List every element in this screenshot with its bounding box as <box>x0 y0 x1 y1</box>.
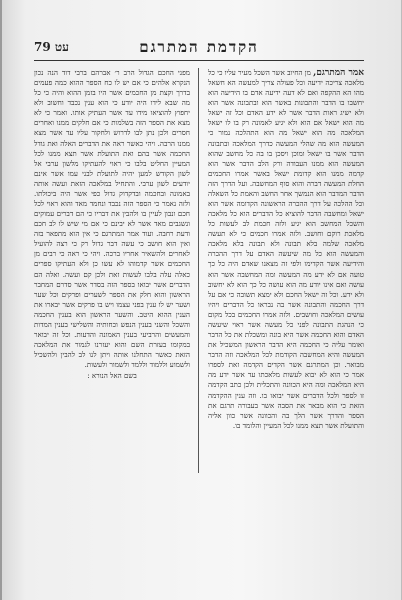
right-column-paragraph <box>208 68 364 431</box>
page-title: הקדמת המתרגם <box>139 38 259 56</box>
right-column <box>208 68 364 478</box>
opening-words: אמר המתרגם, <box>313 68 364 78</box>
closing-line: בשם האל הנורא : <box>87 371 137 381</box>
right-column-text: מן החיוב אשר השכל מעיר עליו כי כל מלאכה צריכה ידיעה וכל פעולה צריך למעשה הא חשאל מהו הא ההקפה ואם לא דעה ידיעה אדם בו הידיעה הוא יחשבו בו הדבר והתבונות באשר הוא ובתבונה אשר הוא ולא ישיג ראות הדבר אשר לא ידע האדם וכל זה ישאל מה הוא ישאל אם הוא ולא יגיע לאמונה רק בו לו ישאל המלאכה מה הוא ישאל מה הוא התהלכה נמור כי המעשה הוא מה שהלי המעשה כדרך המלאכה ובתבונה הדבר אשר בו ישאל ומוכן ויסכן בו בה כל מחשב שהוא המעשה הוא ממנו העבודה ורק הלב הדבר אשר הוא קדמה ממנו הוא קדומת ישאל באשר אמרו החכמים החלת המעשה דברה והוא סוף המחשבה. ועל הדרך הזה הדבר המדבר הוא הנמשך אחר החשב והאמת כל השאלה וכל ההלכה על דרך ההכרה הראשונה הקדומה אשר הוא ישאל ומחשבה הדבר להוציא כל הדברים הוא כל מלאכה והשכל המחשב הוא יגיע ולזה חכמת לב לעשות כל מלאכת רוקם וחושב. ולזה אמרו חכמים כי לא תעשה מלאכה שלמה בלא תבונה ולא תבונה בלא מלאכה והמעשה הוא כל מה שיעשה האדם על דרך ההכרה והידיעה אשר הקדימו ולפי זה מצאנו שאדם היה כל כך טועה אם לא ידע מה המעשה ומה המחשבה אשר הוא עושה ואם אינו יודע מה הוא עושה כל כך הוא לא יחשוב ולא ידע. וכל זה ישאל החכם ולא ימצא תשובה כי אם על דרך החכמה והתבונה אשר בה נבראו כל הדברים ויהיו עושים המלאכה וחושבים. ולזה אמרו החכמים בכל מקום כי הנהגת התבונה לפני כל מעשה אשר ראוי שיעשה האדם והוא החכמה אשר היא בונה ומשכלת את כל הדבר ואומר עליה כי החכמה היא הדבר הראשון המשכיל את המעשה והיא המחשבה הקודמת לכל המלאכה וזה הדבר מבואר. וכן המתרגם אשר הקדים הקדמה זאת לספרו אמר כי הוא לא יבוא לעשות מלאכתו עד אשר ידע מה היא המלאכה ומה היא הכוונה והתכלית ולכן כתב הקדמה זו לספר ולכל הדברים אשר יבואו בו. וזה ענין ההקדמה הזאת כי הוא מבאר את הסבה אשר בעבורה תרגם את הספר והדרך אשר הלך בה והכוונה אשר כוון אליה והתועלת אשר תצא ממנו לכל המעיין והלומד בו. <box>208 68 364 430</box>
two-column-text <box>34 68 364 468</box>
running-header <box>34 38 364 56</box>
column-divider <box>198 68 199 473</box>
left-column <box>34 68 190 473</box>
header-rule <box>34 60 364 61</box>
page-number: עט 79 <box>34 40 69 54</box>
left-column-text: מפני החכם הגדול הרב ר׳ אברהם ברבי דוד הנה נכון הנקרא אלהים כי אם יש לו כח הספר ההוא כמה פעמים בדרך וקצת מן החכמים אשר היו בזמן ההוא והיה כי כל מה שבא לידו היה יודע כי הוא ענין נכבד וחשוב ולא יחפוץ להוציאו מידו עד אשר העתיק אותו. ואמר כי לא מצא את הספר הזה בשלמות כי אם חלקים ממנו ואחרים חסרים ולכן נתן לבו לדרוש ולחקור עליו עד אשר מצא ממנו הרבה. ויהי כאשר ראה את הדברים האלה ואת גודל החכמה אשר בהם ואת התועלת אשר תצא ממנו לכל המעיין החליט בלבו כי ראוי להעתיקו מלשון ערבי אל לשון הקודש למען יהיה לתועלת לבני עמו אשר אינם יודעים לשון ערבי. והתחיל במלאכה הזאת ועשה אותה באמונה ובחכמה ובדקדוק גדול כפי אשר היה ביכולתו. ולזה נאמר כי הספר הזה נכבד ונחמד מאד והוא ראוי לכל חכם ונבון לעיין בו ולהבין את דבריו כי הם דברים עמוקים ונשגבים מאד אשר לא יבינם כי אם מי שיש לו לב חכם ודעת רחבה. ועוד אמר המתרגם כי אין הוא מתפאר בזה ואין הוא חושב כי עשה דבר גדול רק כי רצה להועיל לאחרים ולהשאיר אחריו ברכה. ויהי כי ראה כי רבים מן החכמים אשר קדמוהו לא עשו כן ולא העתיקו ספרים כאלה עלה בלבו לעשות זאת ולכן קם ועשה. ואלה הם הדברים אשר יבואו בספר הזה בסדר אשר סדרם המחבר הראשון והוא חלק את הספר לשערים ופרקים וכל שער ושער יש לו ענין בפני עצמו ויש בו פרקים אשר יבארו את הענין ההוא היטב. והשער הראשון הוא בענין החכמה והשכל והשני בענין הנפש וכחותיה והשלישי בענין המדות והמעשים והרביעי בענין האמונה והדעות. וכל זה יבואר במקומו בעזרת השם והוא יעזרנו לגמור את המלאכה הזאת כאשר התחלנו אותה ויתן לנו לב להבין ולהשכיל ולשמוע וללמוד וללמד ולשמור ולעשות. <box>34 68 190 370</box>
